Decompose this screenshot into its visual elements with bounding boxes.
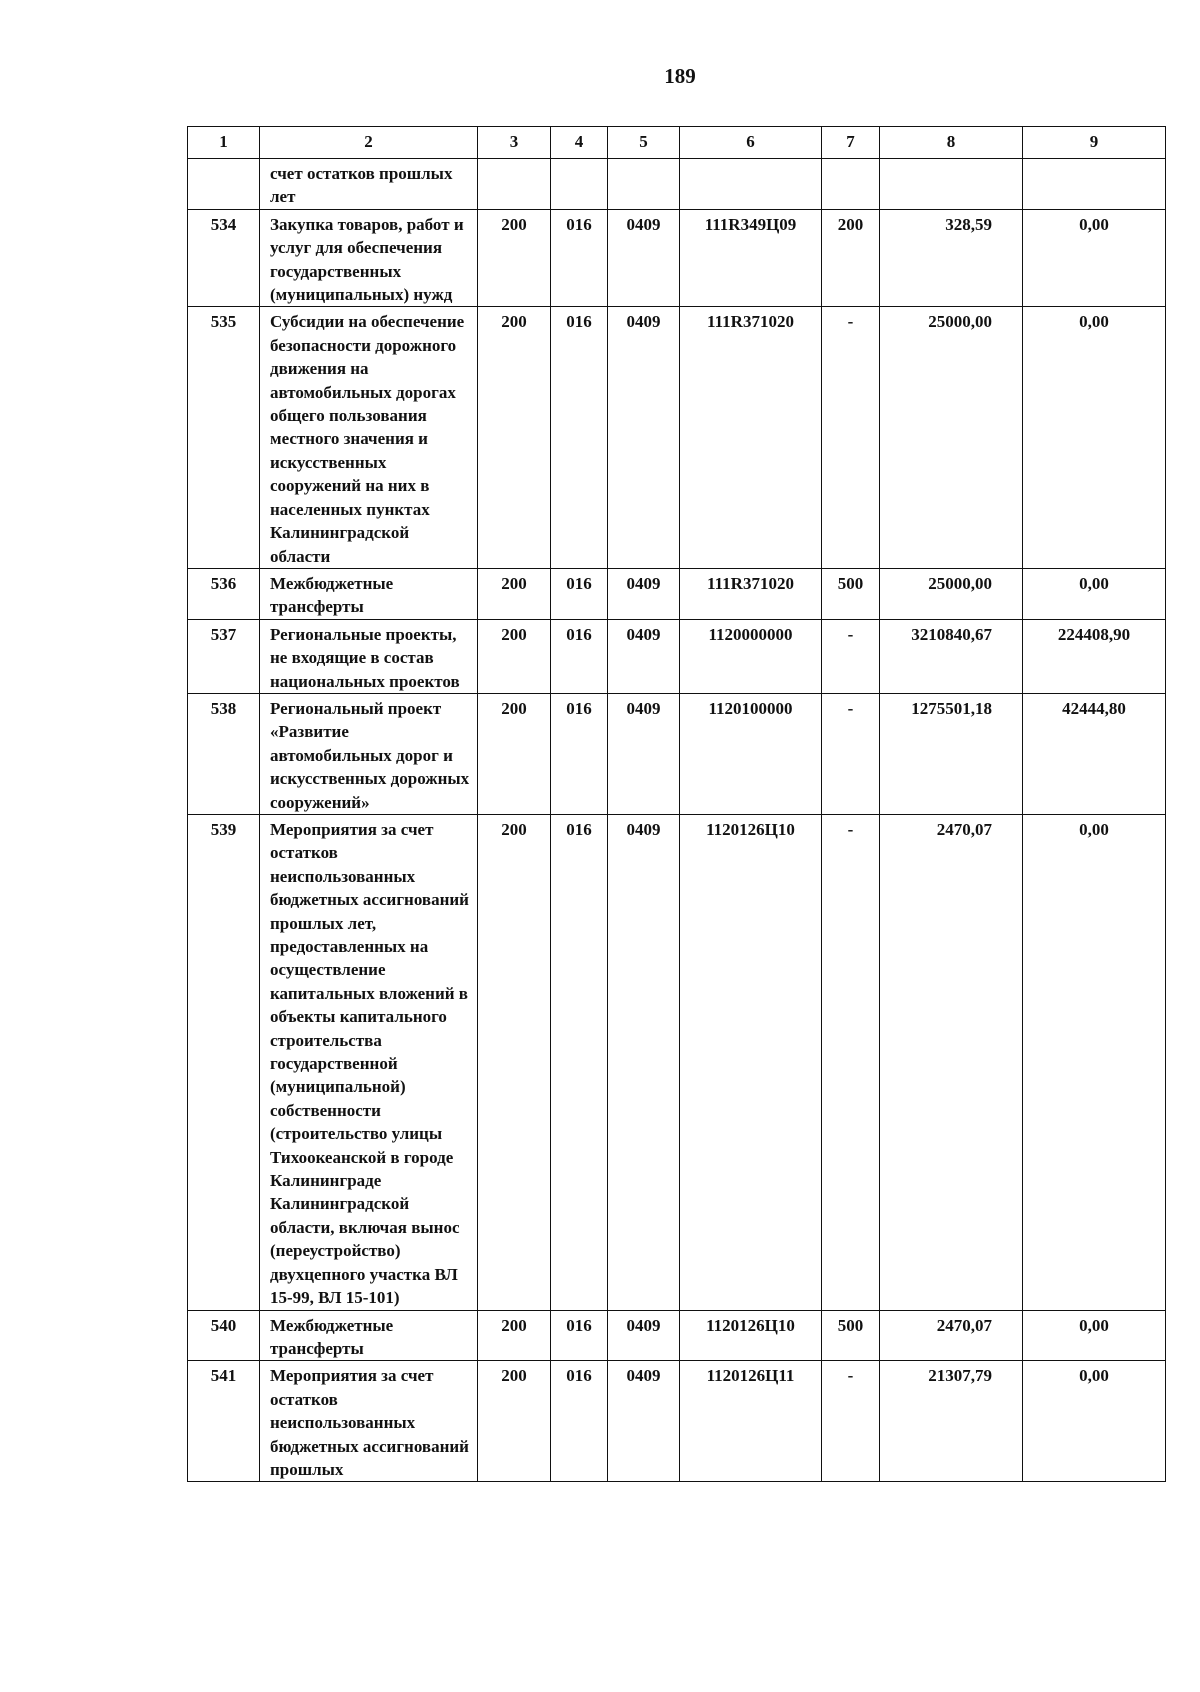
target-code-cell: 1120100000 <box>680 693 822 814</box>
target-code-cell: 1120126Ц10 <box>680 1310 822 1361</box>
header-cell: 8 <box>880 127 1023 159</box>
section-code-cell: 0409 <box>608 619 680 693</box>
item-name-cell: Региональные проекты, не входящие в состав национальных проектов <box>260 619 478 693</box>
amount-cell: 2470,07 <box>880 814 1023 1310</box>
header-cell: 2 <box>260 127 478 159</box>
code-4-cell: 016 <box>551 693 608 814</box>
amount-9-cell: 0,00 <box>1023 1361 1166 1482</box>
header-cell: 1 <box>188 127 260 159</box>
header-cell: 3 <box>478 127 551 159</box>
amount-cell: 328,59 <box>880 209 1023 307</box>
code-4-cell: 016 <box>551 814 608 1310</box>
code-3-cell: 200 <box>478 814 551 1310</box>
expense-type-cell: - <box>822 693 880 814</box>
item-name-cell: счет остатков прошлых лет <box>260 159 478 210</box>
section-code-cell: 0409 <box>608 307 680 568</box>
row-number-cell: 534 <box>188 209 260 307</box>
amount-9-cell <box>1023 159 1166 210</box>
table-row <box>188 307 1166 568</box>
code-4-cell: 016 <box>551 1361 608 1482</box>
row-number-cell: 541 <box>188 1361 260 1482</box>
table-row <box>188 568 1166 619</box>
code-3-cell: 200 <box>478 619 551 693</box>
amount-cell: 25000,00 <box>880 568 1023 619</box>
header-cell: 7 <box>822 127 880 159</box>
header-cell: 5 <box>608 127 680 159</box>
section-code-cell: 0409 <box>608 209 680 307</box>
target-code-cell: 111R371020 <box>680 307 822 568</box>
code-4-cell: 016 <box>551 209 608 307</box>
item-name-cell: Межбюджетные трансферты <box>260 568 478 619</box>
code-3-cell <box>478 159 551 210</box>
item-name-cell: Закупка товаров, работ и услуг для обеспечения государственных (муниципальных) нужд <box>260 209 478 307</box>
code-4-cell: 016 <box>551 568 608 619</box>
target-code-cell: 1120000000 <box>680 619 822 693</box>
table-row <box>188 159 1166 210</box>
expense-type-cell: - <box>822 307 880 568</box>
item-name-cell: Межбюджетные трансферты <box>260 1310 478 1361</box>
expense-type-cell: 200 <box>822 209 880 307</box>
expense-type-cell: 500 <box>822 568 880 619</box>
code-3-cell: 200 <box>478 209 551 307</box>
expense-type-cell: 500 <box>822 1310 880 1361</box>
section-code-cell <box>608 159 680 210</box>
target-code-cell: 111R349Ц09 <box>680 209 822 307</box>
section-code-cell: 0409 <box>608 814 680 1310</box>
code-4-cell: 016 <box>551 1310 608 1361</box>
expense-type-cell <box>822 159 880 210</box>
amount-cell: 2470,07 <box>880 1310 1023 1361</box>
amount-9-cell: 0,00 <box>1023 307 1166 568</box>
table-row <box>188 1361 1166 1482</box>
item-name-cell: Мероприятия за счет остатков неиспользованных бюджетных ассигнований прошлых <box>260 1361 478 1482</box>
page-number: 189 <box>664 64 696 88</box>
section-code-cell: 0409 <box>608 1310 680 1361</box>
header-cell: 4 <box>551 127 608 159</box>
amount-cell: 25000,00 <box>880 307 1023 568</box>
row-number-cell: 540 <box>188 1310 260 1361</box>
header-cell: 6 <box>680 127 822 159</box>
amount-cell <box>880 159 1023 210</box>
target-code-cell: 1120126Ц10 <box>680 814 822 1310</box>
section-code-cell: 0409 <box>608 568 680 619</box>
code-3-cell: 200 <box>478 1361 551 1482</box>
expense-type-cell: - <box>822 1361 880 1482</box>
row-number-cell: 535 <box>188 307 260 568</box>
table-row <box>188 814 1166 1310</box>
header-cell: 9 <box>1023 127 1166 159</box>
header-row <box>188 127 1166 159</box>
amount-9-cell: 0,00 <box>1023 209 1166 307</box>
amount-9-cell: 42444,80 <box>1023 693 1166 814</box>
item-name-cell: Субсидии на обеспечение безопасности дорожного движения на автомобильных дорогах общего пользования местного значения и искусственных сооружений на них в населенных пунктах Калининградской области <box>260 307 478 568</box>
expense-type-cell: - <box>822 619 880 693</box>
target-code-cell <box>680 159 822 210</box>
row-number-cell: 536 <box>188 568 260 619</box>
code-4-cell <box>551 159 608 210</box>
table-row <box>188 1310 1166 1361</box>
code-4-cell: 016 <box>551 307 608 568</box>
target-code-cell: 111R371020 <box>680 568 822 619</box>
code-4-cell: 016 <box>551 619 608 693</box>
budget-table <box>187 126 1166 1482</box>
amount-cell: 1275501,18 <box>880 693 1023 814</box>
amount-9-cell: 0,00 <box>1023 1310 1166 1361</box>
table-row <box>188 693 1166 814</box>
item-name-cell: Мероприятия за счет остатков неиспользованных бюджетных ассигнований прошлых лет, предоставленных на осуществление капитальных вложений в объекты капитального строительства государственной (муниципальной) собственности (строительство улицы Тихоокеанской в городе Калининграде Калининградской области, включая вынос (переустройство) двухцепного участка ВЛ 15-99, ВЛ 15-101) <box>260 814 478 1310</box>
row-number-cell: 539 <box>188 814 260 1310</box>
amount-9-cell: 0,00 <box>1023 814 1166 1310</box>
section-code-cell: 0409 <box>608 1361 680 1482</box>
section-code-cell: 0409 <box>608 693 680 814</box>
code-3-cell: 200 <box>478 307 551 568</box>
target-code-cell: 1120126Ц11 <box>680 1361 822 1482</box>
row-number-cell: 538 <box>188 693 260 814</box>
amount-9-cell: 0,00 <box>1023 568 1166 619</box>
expense-type-cell: - <box>822 814 880 1310</box>
amount-cell: 21307,79 <box>880 1361 1023 1482</box>
code-3-cell: 200 <box>478 568 551 619</box>
amount-9-cell: 224408,90 <box>1023 619 1166 693</box>
item-name-cell: Региональный проект «Развитие автомобильных дорог и искусственных дорожных сооружений» <box>260 693 478 814</box>
row-number-cell: 537 <box>188 619 260 693</box>
code-3-cell: 200 <box>478 1310 551 1361</box>
table-row <box>188 209 1166 307</box>
code-3-cell: 200 <box>478 693 551 814</box>
amount-cell: 3210840,67 <box>880 619 1023 693</box>
table-row <box>188 619 1166 693</box>
row-number-cell <box>188 159 260 210</box>
